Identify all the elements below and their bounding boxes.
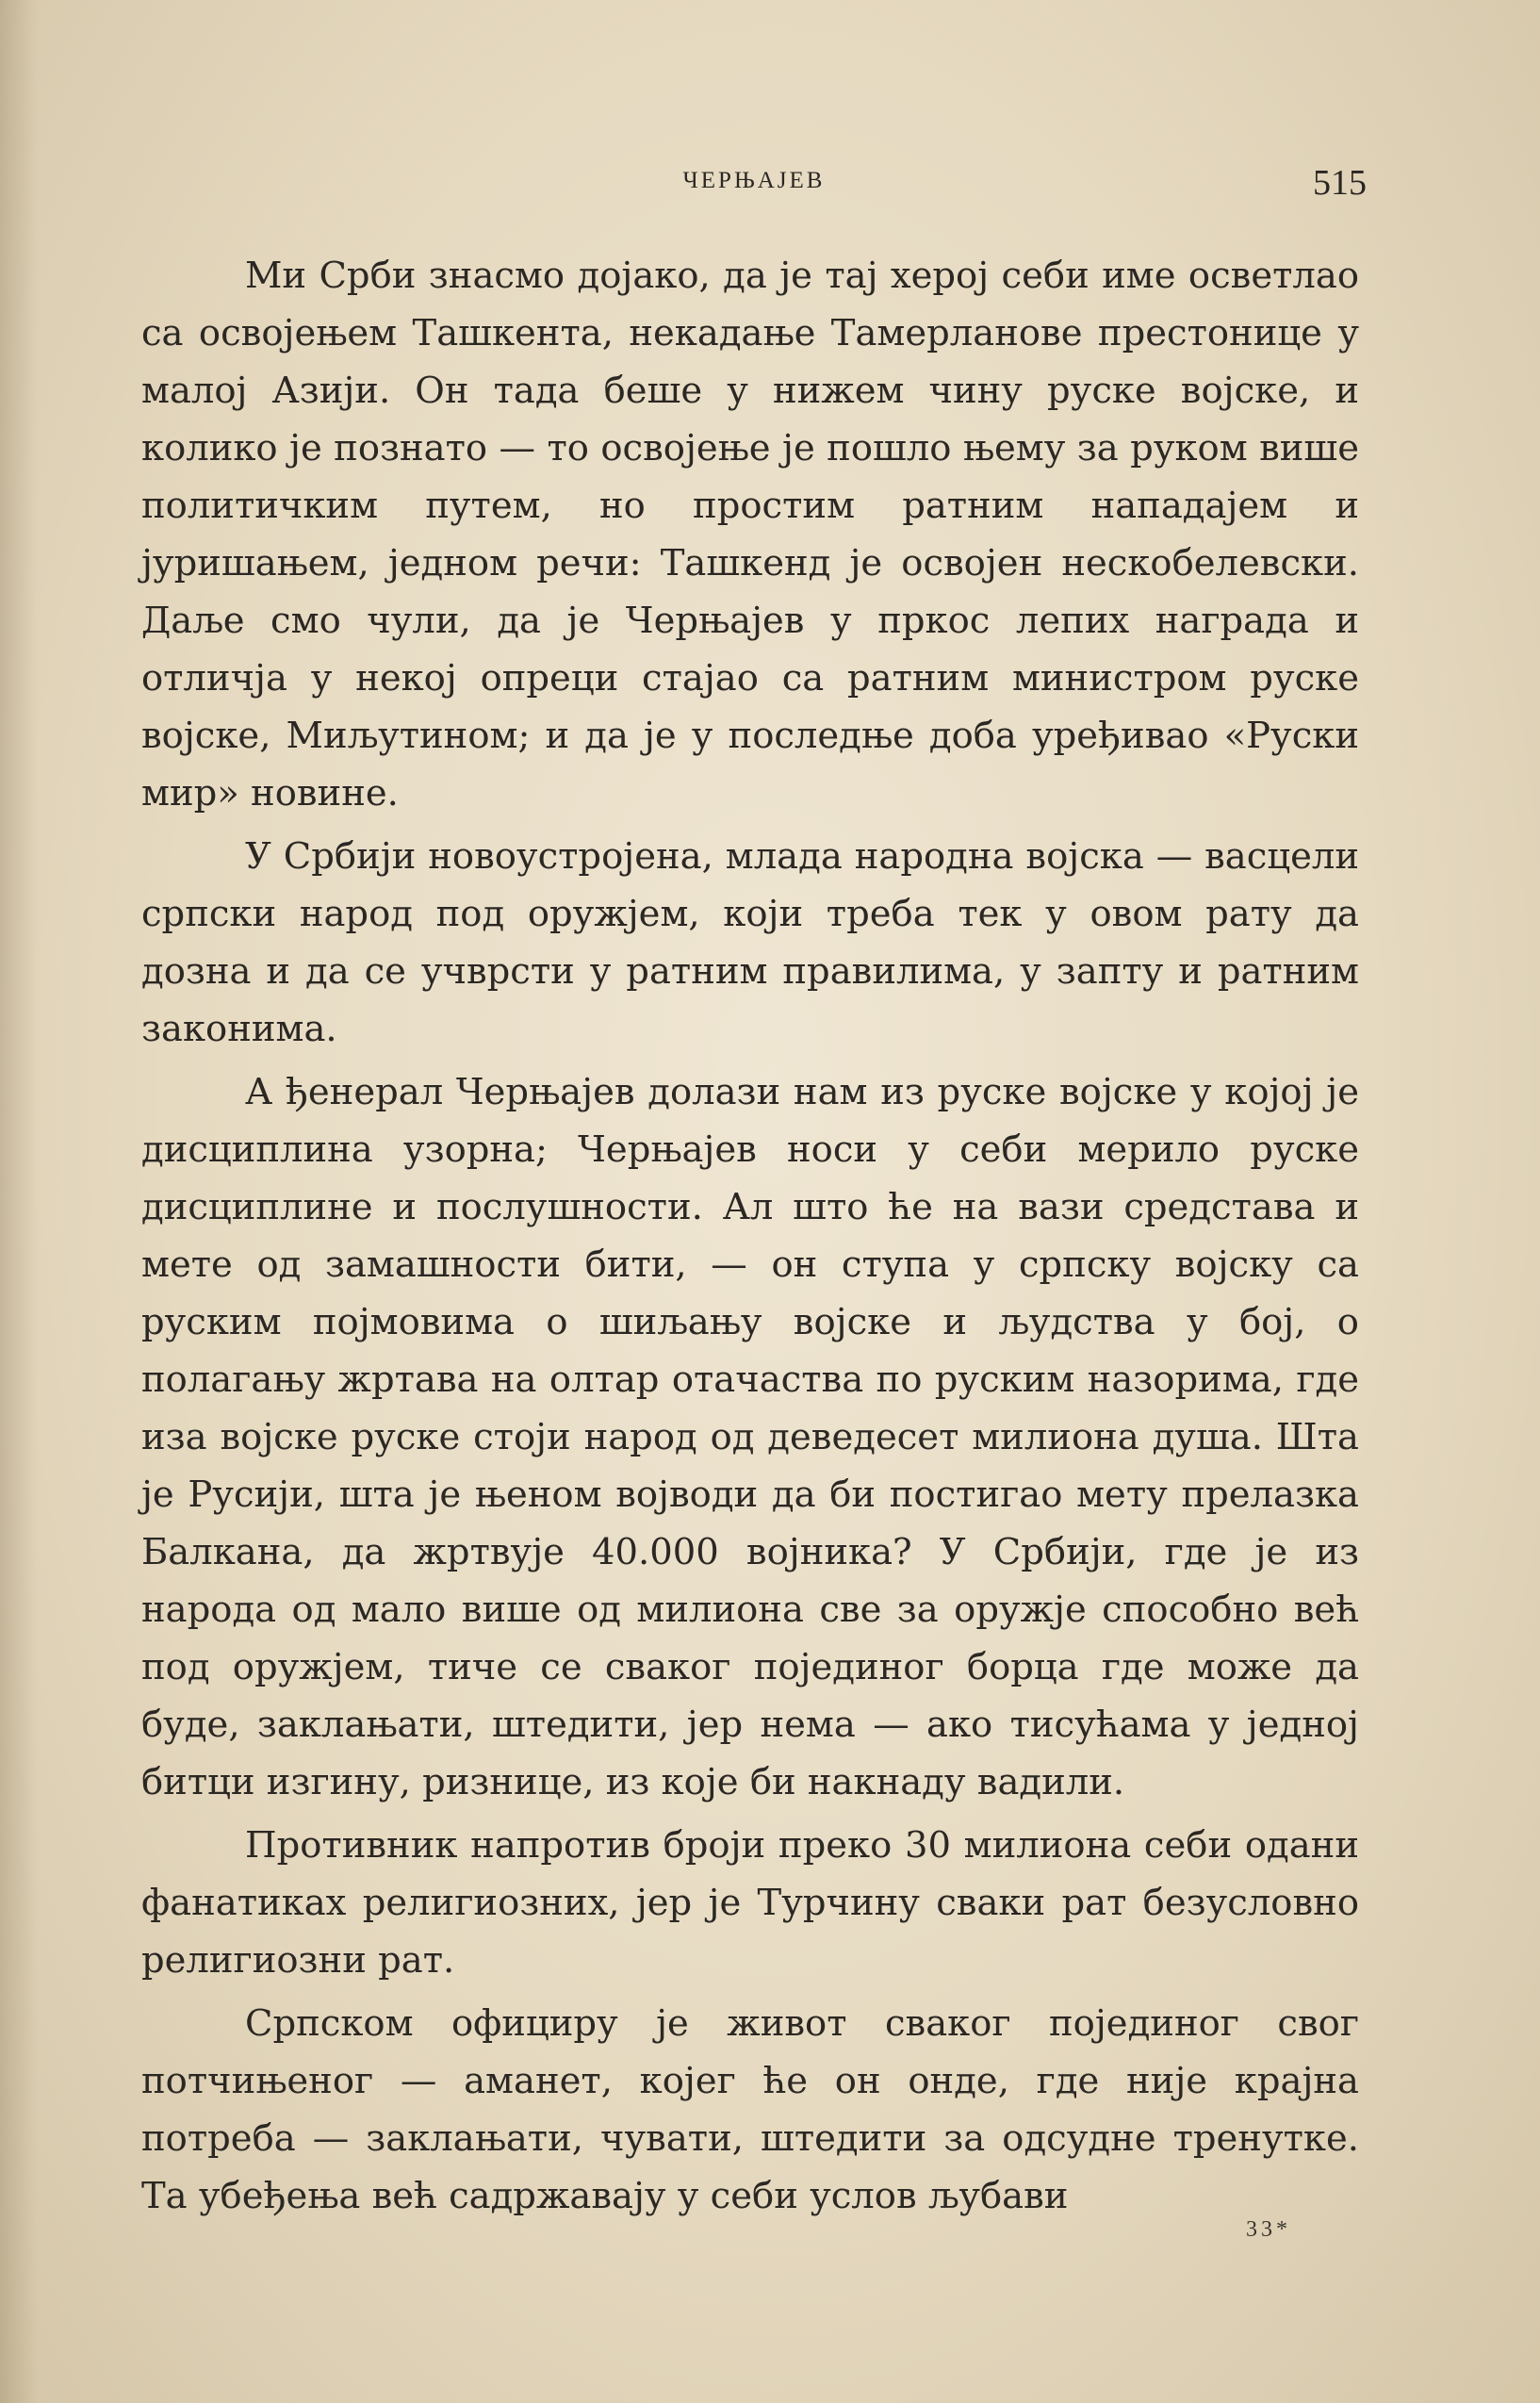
running-title: ЧЕРЊАЈЕВ [682,168,826,193]
paragraph-1: Ми Срби знасмо дојако, да је тај херој себи име осветлао са освојењем Ташкента, некадање Тамерланове престонице у малој Азији. Он тада беше у нижем чину руске војске, и колико је познато — то освојење је пошло њему за руком више политичким путем, но простим ратним нападајем и јуришањем, једном речи: Ташкенд је освојен нескобелевски. Даље смо чули, да је Черњајев у пркос лепих награда и отличја у некој опреци стајао са ратним министром руске војске, Миљутином; и да је у последње доба уређивао «Руски мир» новине. [141,255,1359,815]
page-edge-shadow [0,0,38,2403]
paragraph-3: А ђенерал Черњајев долази нам из руске војске у којој је дисциплина узорна; Черњајев носи у себи мерило руске дисциплине и послушности. Ал што ће на вази средстава и мете од замашности бити, — он ступа у српску војску са руским појмовима о шиљању војске и људства у бој, о полагању жртава на олтар отачаства по руским назорима, где иза војске руске стоји народ од деведесет милиона душа. Шта је Русији, шта је њеном војводи да би постигао мету прелазка Балкана, да жртвује 40.000 војника? У Србији, где је из народа од мало више од милиона све за оружје способно већ под оружјем, тиче се сваког појединог борца где може да буде, заклањати, штедити, јер нема — ако тисућама у једној битци изгину, ризнице, из које би накнаду вадили. [141,1071,1359,1803]
page-header [141,162,1367,209]
paragraph-4: Противник напротив броји преко 30 милиона себи одани фанатиках религиозних, јер је Турчину сваки рат безусловно религиозни рат. [141,1824,1359,1982]
page-number: 515 [1313,163,1367,203]
paragraph-5: Српском официру је живот сваког појединог свог потчињеног — аманет, којег ће он онде, где није крајна потреба — заклањати, чувати, штедити за одсудне тренутке. Та убеђења већ садржавају у себи услов љубави [141,2002,1359,2217]
paragraph-2: У Србији новоустројена, млада народна војска — васцели српски народ под оружјем, који треба тек у овом рату да дозна и да се учврсти у ратним правилима, у запту и ратним законима. [141,835,1359,1050]
printer-signature-mark: 33* [1246,2217,1291,2242]
body-text [141,247,1359,2230]
